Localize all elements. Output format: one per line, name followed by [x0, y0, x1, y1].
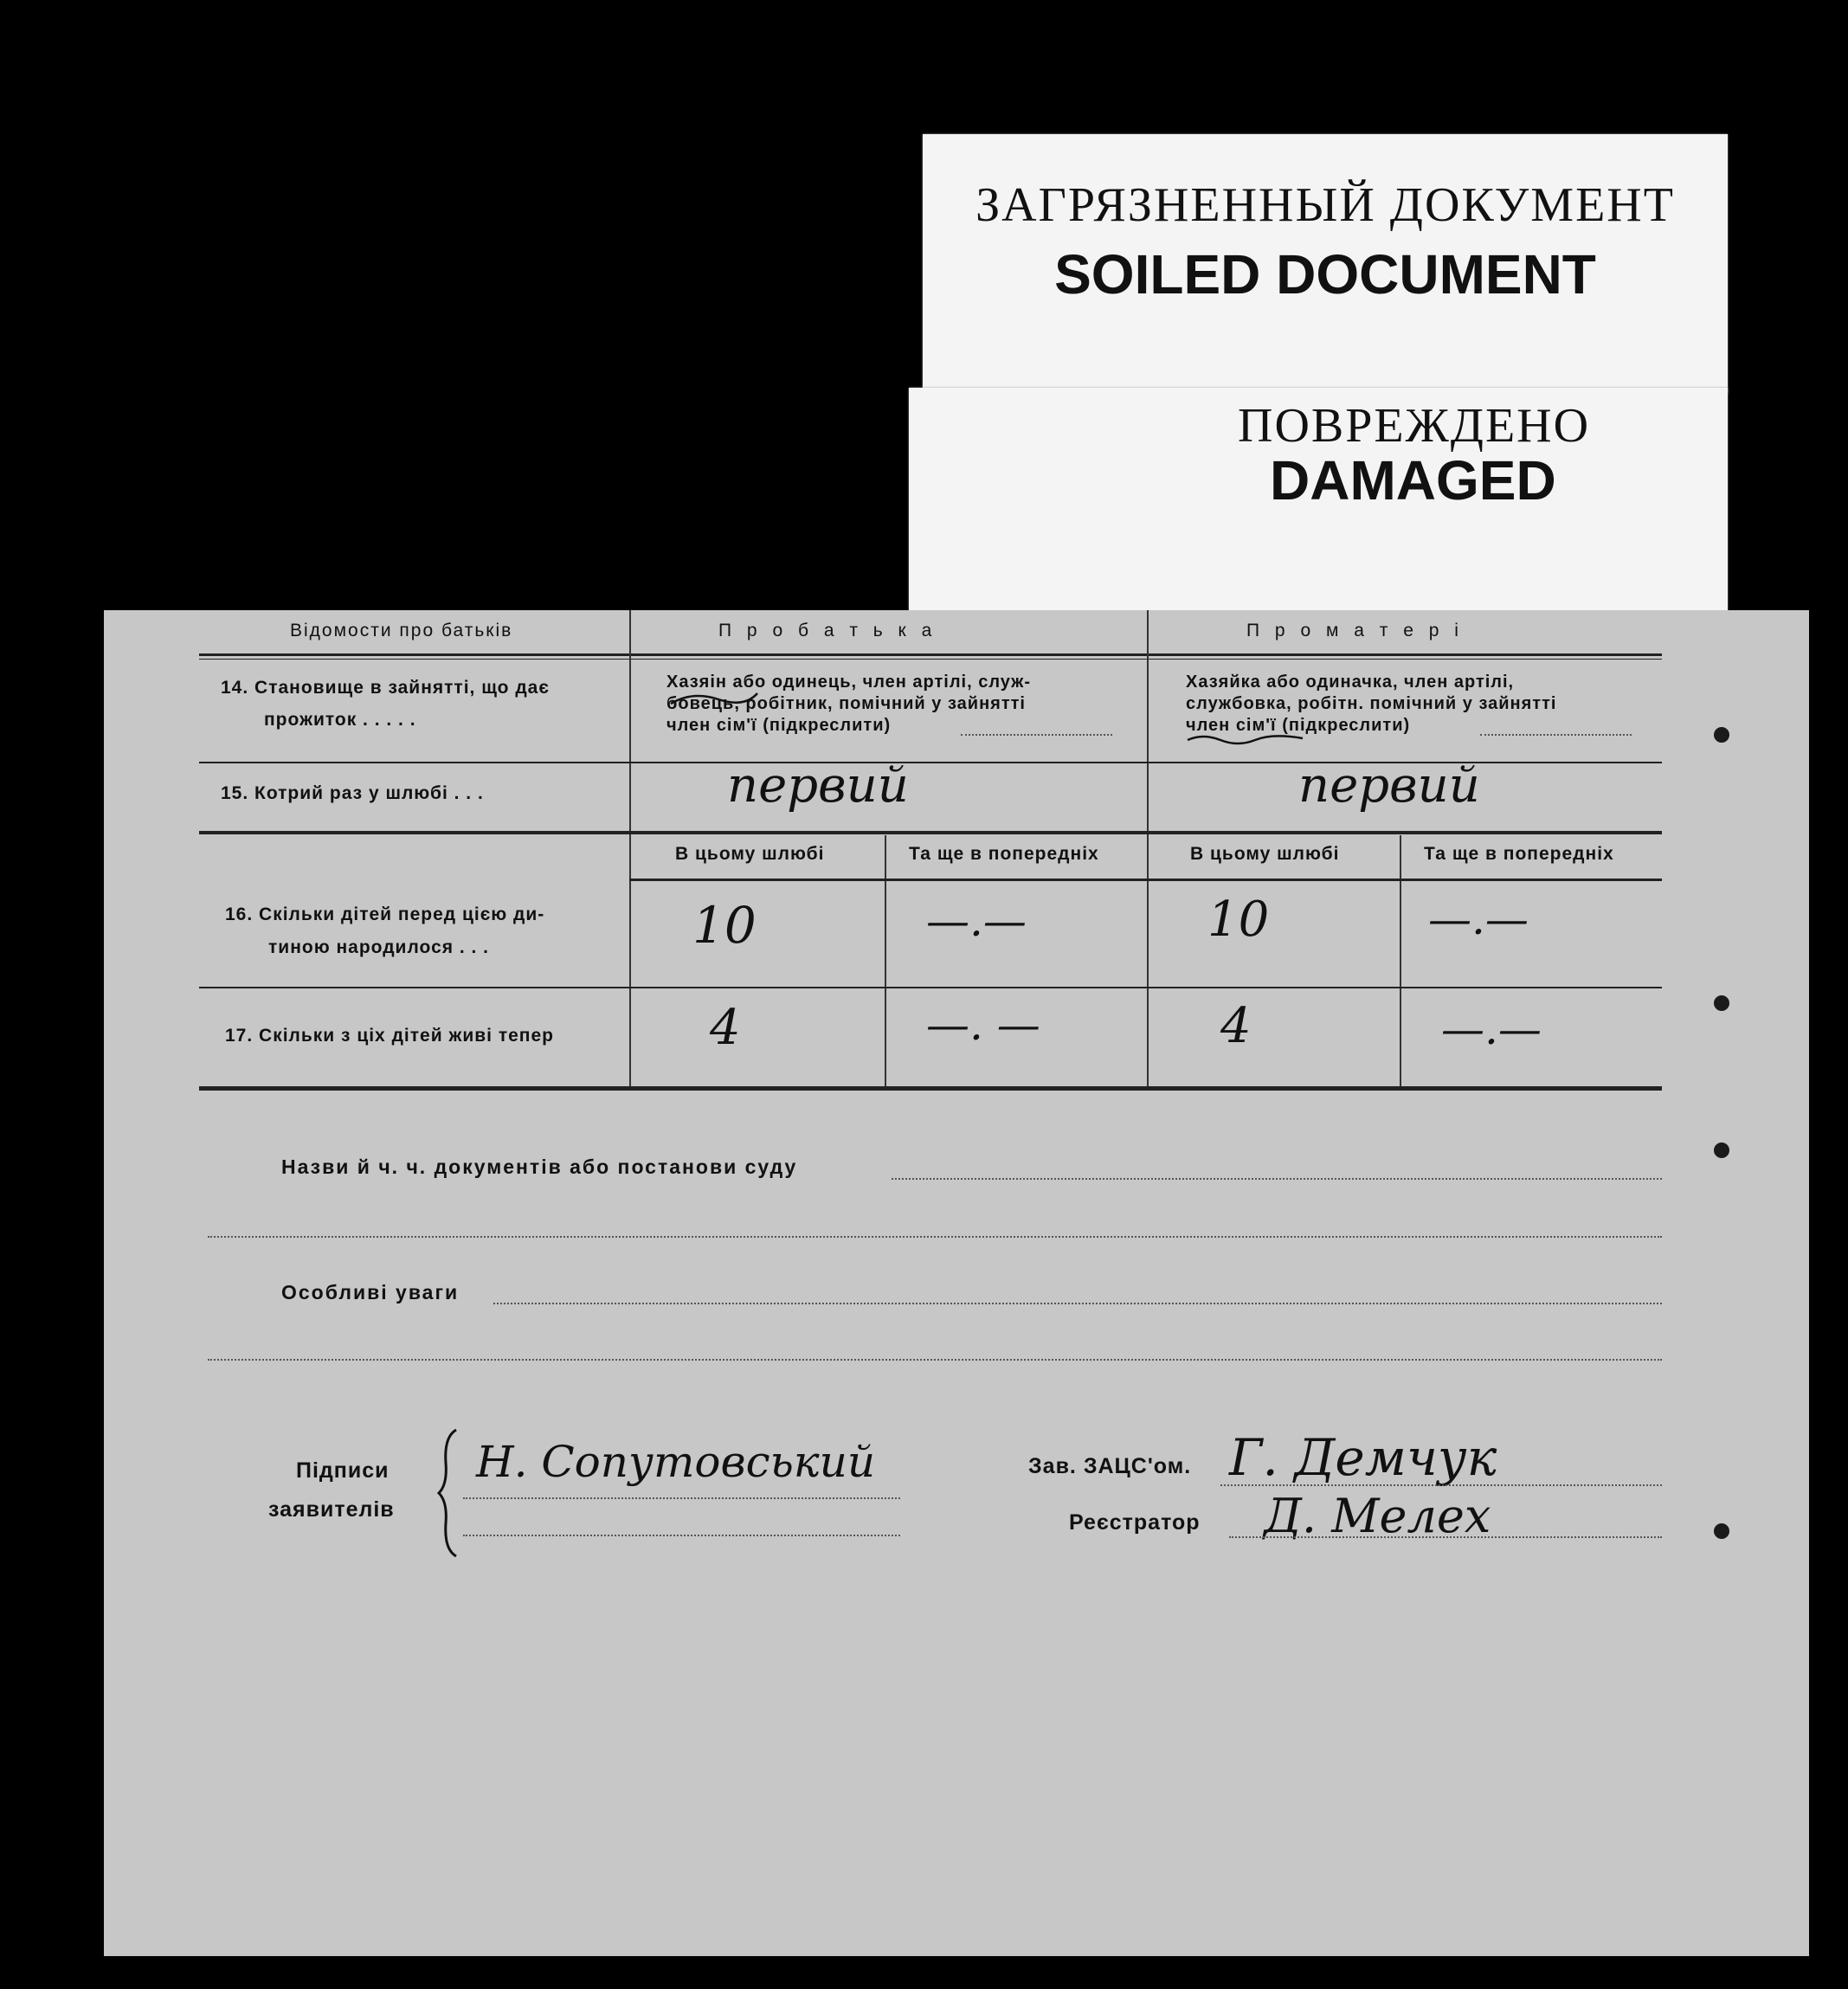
row14-mother-line1: Хазяйка або одиначка, член артілі, [1186, 673, 1515, 692]
column-divider [1400, 835, 1401, 1088]
row17-father-prev: —. — [926, 1000, 1040, 1050]
head-signature: Г. Демчук [1229, 1428, 1497, 1487]
column-divider [885, 835, 886, 1088]
signature-line [463, 1497, 900, 1499]
punch-hole [1714, 727, 1729, 743]
section-header: Відомости про батьків [290, 621, 513, 640]
row17-father-this: 4 [710, 1000, 741, 1056]
row14-father-line2: бовець, робітник, помічний у зайнятті [666, 694, 1026, 713]
mother-this-marriage-header: В цьому шлюбі [1190, 844, 1340, 864]
father-previous-header: Та ще в попередніх [909, 844, 1099, 864]
mother-column-header: П р о м а т е р і [1246, 621, 1464, 640]
underline-mark [666, 686, 762, 712]
father-column-header: П р о б а т ь к а [718, 621, 937, 640]
remarks-fill-line-2 [208, 1359, 1662, 1361]
applicants-label: Підписи [296, 1458, 390, 1483]
row14-label-cont: прожиток . . . . . [264, 710, 416, 730]
soiled-label-ru: ЗАГРЯЗНЕННЫЙ ДОКУМЕНТ [976, 178, 1675, 232]
punch-hole [1714, 1143, 1729, 1158]
head-label: Зав. ЗАЦС'ом. [1028, 1454, 1192, 1478]
section-rule [199, 831, 1662, 834]
registrar-label: Реєстратор [1069, 1510, 1201, 1535]
row15-mother-value: первий [1298, 757, 1480, 814]
damaged-label-ru: ПОВРЕЖДЕНО [1238, 399, 1591, 453]
fill-line [961, 734, 1112, 736]
row14-mother-line3: член сім'ї (підкреслити) [1186, 716, 1411, 735]
documents-fill-line [892, 1178, 1662, 1180]
mother-previous-header: Та ще в попередніх [1424, 844, 1614, 864]
column-divider [629, 610, 631, 1088]
column-divider [1147, 610, 1149, 1088]
underline-mark [1186, 731, 1307, 749]
civil-registry-form [104, 610, 1809, 1956]
soiled-document-label [923, 134, 1728, 394]
soiled-label-en: SOILED DOCUMENT [1054, 243, 1596, 306]
row-rule [629, 879, 1662, 881]
applicants-label-cont: заявителів [268, 1497, 395, 1522]
row15-father-value: первий [727, 757, 909, 814]
brace [437, 1428, 463, 1558]
signature-line [1229, 1536, 1662, 1538]
damaged-document-label [909, 388, 1728, 630]
punch-hole [1714, 995, 1729, 1011]
father-this-marriage-header: В цьому шлюбі [675, 844, 825, 864]
row16-label-cont: тиною народилося . . . [268, 937, 490, 957]
row17-mother-prev: —.— [1441, 1004, 1542, 1054]
table-bottom-rule [199, 1086, 1662, 1091]
header-rule [199, 653, 1662, 656]
row17-label: 17. Скільки з ціх дітей живі тепер [225, 1026, 554, 1046]
fill-line [1480, 734, 1632, 736]
damaged-label-en: DAMAGED [1270, 449, 1556, 512]
row16-label: 16. Скільки дітей перед цією ди- [225, 904, 545, 924]
registrar-signature: Д. Мелех [1264, 1489, 1491, 1543]
row14-father-line1: Хазяін або одинець, член артілі, служ- [666, 673, 1031, 692]
row14-label: 14. Становище в зайнятті, що дає [221, 678, 550, 698]
row14-father-line3: член сім'ї (підкреслити) [666, 716, 892, 735]
row14-mother-line2: службовка, робітн. помічний у зайнятті [1186, 694, 1557, 713]
signature-line [463, 1535, 900, 1536]
row17-mother-this: 4 [1220, 998, 1252, 1054]
row16-mother-this: 10 [1207, 892, 1270, 948]
header-rule-thin [199, 659, 1662, 660]
row15-label: 15. Котрий раз у шлюбі . . . [221, 783, 484, 803]
row16-father-prev: —.— [926, 896, 1027, 946]
applicant-signature: Н. Сопутовський [476, 1437, 876, 1487]
row16-father-this: 10 [692, 896, 757, 955]
remarks-label: Особливі уваги [281, 1281, 460, 1303]
row16-mother-prev: —.— [1428, 894, 1529, 944]
row-rule [199, 987, 1662, 988]
documents-fill-line-2 [208, 1236, 1662, 1238]
signature-line [1220, 1484, 1662, 1486]
remarks-fill-line [493, 1303, 1662, 1304]
documents-label: Назви й ч. ч. документів або постанови суду [281, 1155, 798, 1178]
punch-hole [1714, 1523, 1729, 1539]
